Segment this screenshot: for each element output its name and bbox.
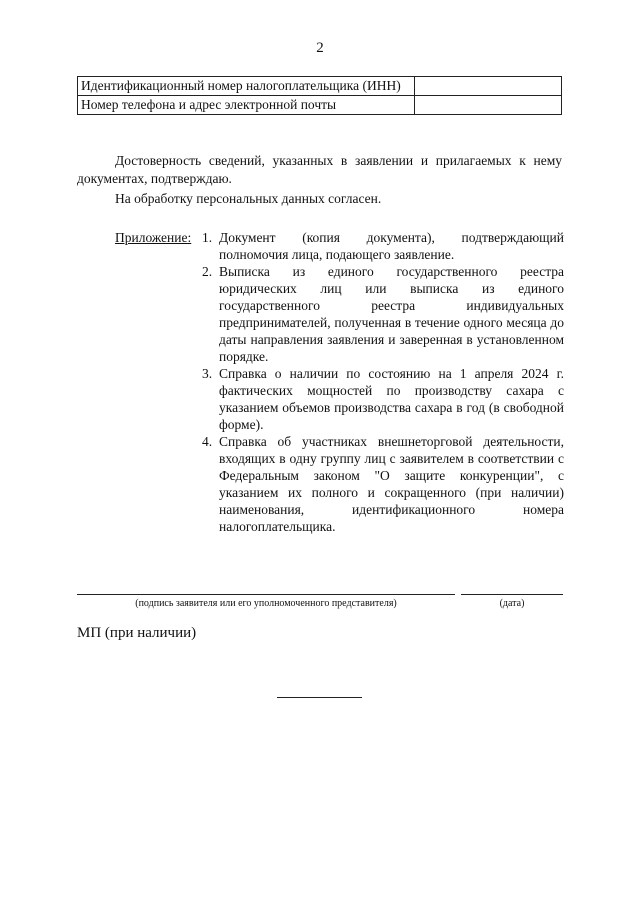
inn-label: Идентификационный номер налогоплательщика (ИНН) [78,77,415,96]
list-item [202,263,564,365]
seal-note: МП (при наличии) [77,625,197,641]
page-number: 2 [316,40,324,56]
applicant-info-table [77,76,562,115]
item-number: 3. [202,366,213,381]
item-number: 2. [202,264,213,279]
inn-value [415,77,562,96]
list-item [202,365,564,433]
list-item [202,229,564,263]
end-divider [277,697,362,698]
consent-paragraph: На обработку персональных данных согласен. [115,191,382,206]
item-text: Выписка из единого государственного реестра юридических лиц или выписка из единого государственного реестра индивидуальных предпринимателей, полученная в течение одного месяца до даты направления заявления и заверенная в установленном порядке. [219,264,564,364]
appendix-label: Приложение: [115,230,192,245]
contacts-value [415,96,562,115]
table-row [78,77,562,96]
confirmation-paragraph: Достоверность сведений, указанных в заявлении и прилагаемых к нему документах, подтверждаю. [77,153,562,186]
list-item [202,433,564,535]
item-text: Справка о наличии по состоянию на 1 апреля 2024 г. фактических мощностей по производству сахара с указанием объемов производства сахара в год (в свободной форме). [219,366,564,432]
signature-line [77,594,455,595]
item-text: Документ (копия документа), подтверждающий полномочия лица, подающего заявление. [219,230,564,262]
item-number: 1. [202,230,213,245]
item-number: 4. [202,434,213,449]
appendix-list [202,229,564,535]
item-text: Справка об участниках внешнеторговой деятельности, входящих в одну группу лиц с заявителем в соответствии с Федеральным законом "О защите конкуренции", с указанием их полного и сокращенного (при наличии) наименования, идентификационного номера налогоплательщика. [219,434,564,534]
date-line [461,594,563,595]
date-caption: (дата) [499,598,525,609]
signature-caption: (подпись заявителя или его уполномоченного представителя) [135,598,397,609]
contacts-label: Номер телефона и адрес электронной почты [78,96,415,115]
table-row [78,96,562,115]
